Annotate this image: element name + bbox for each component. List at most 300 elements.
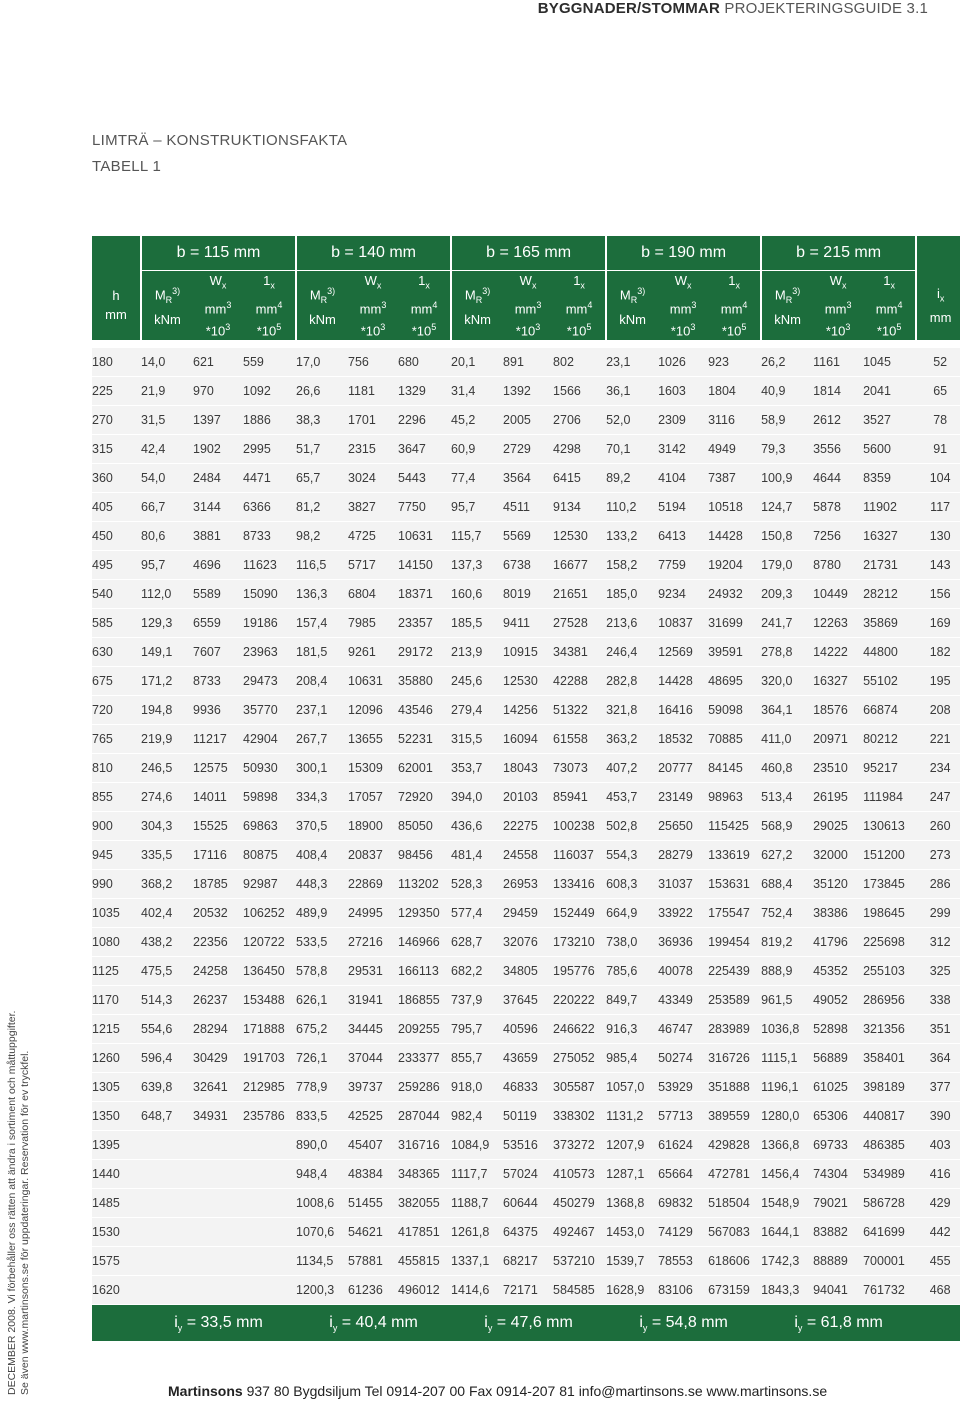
table-cell: 8019 <box>503 580 553 609</box>
table-cell: 18576 <box>813 696 863 725</box>
table-cell: 4104 <box>658 464 708 493</box>
table-cell: 688,4 <box>761 870 813 899</box>
table-cell: 990 <box>92 870 141 899</box>
column-symbol <box>708 271 760 296</box>
table-cell: 3116 <box>708 406 761 435</box>
table-cell: 468 <box>916 1276 960 1305</box>
scale-text: *10 <box>411 323 432 339</box>
scale-text: *10 <box>515 323 536 339</box>
iy-symbol: i <box>639 1313 643 1331</box>
table-cell: 246622 <box>553 1015 606 1044</box>
table-cell: 726,1 <box>296 1044 348 1073</box>
column-header-wx <box>503 271 553 341</box>
scale-text: *10 <box>825 323 846 339</box>
table-cell: 3144 <box>193 493 243 522</box>
table-cell: 36,1 <box>606 377 658 406</box>
table-cell: 39591 <box>708 638 761 667</box>
iy-value <box>141 1305 296 1342</box>
table-cell: 173845 <box>863 870 916 899</box>
table-cell: 60644 <box>503 1189 553 1218</box>
table-row <box>92 493 960 522</box>
symbol-note: 3) <box>792 286 801 297</box>
table-cell: 1057,0 <box>606 1073 658 1102</box>
table-cell: 394,0 <box>451 783 503 812</box>
table-cell: 110,2 <box>606 493 658 522</box>
iy-value <box>606 1305 761 1342</box>
iy-subscript: y <box>332 1322 338 1333</box>
table-cell: 1548,9 <box>761 1189 813 1218</box>
table-cell: 720 <box>92 696 141 725</box>
table-cell: 1350 <box>92 1102 141 1131</box>
table-row <box>92 551 960 580</box>
table-cell: 10449 <box>813 580 863 609</box>
table-cell: 578,8 <box>296 957 348 986</box>
table-cell: 65306 <box>813 1102 863 1131</box>
table-cell: 35770 <box>243 696 296 725</box>
table-cell: 335,5 <box>141 841 193 870</box>
table-cell: 785,6 <box>606 957 658 986</box>
table-cell: 460,8 <box>761 754 813 783</box>
table-cell: 1804 <box>708 377 761 406</box>
table-cell: 22869 <box>348 870 398 899</box>
scale-power: 5 <box>896 321 902 332</box>
table-cell: 584585 <box>553 1276 606 1305</box>
table-row <box>92 377 960 406</box>
table-cell: 246,5 <box>141 754 193 783</box>
table-cell: 255103 <box>863 957 916 986</box>
table-cell: 1886 <box>243 406 296 435</box>
table-cell: 43546 <box>398 696 451 725</box>
table-cell: 982,4 <box>451 1102 503 1131</box>
table-row <box>92 464 960 493</box>
unit-text: mm <box>565 300 588 316</box>
table-cell: 1701 <box>348 406 398 435</box>
table-cell: 627,2 <box>761 841 813 870</box>
table-cell: 17116 <box>193 841 243 870</box>
table-cell: 348365 <box>398 1160 451 1189</box>
table-cell: 40596 <box>503 1015 553 1044</box>
table-cell: 42288 <box>553 667 606 696</box>
table-cell: 756 <box>348 348 398 377</box>
table-cell: 7985 <box>348 609 398 638</box>
table-cell: 6366 <box>243 493 296 522</box>
column-header-wx <box>658 271 708 341</box>
table-cell: 64375 <box>503 1218 553 1247</box>
table-cell: 533,5 <box>296 928 348 957</box>
table-cell: 26195 <box>813 783 863 812</box>
table-cell: 61558 <box>553 725 606 754</box>
table-cell: 1395 <box>92 1131 141 1160</box>
table-cell: 429828 <box>708 1131 761 1160</box>
table-cell: 26,2 <box>761 348 813 377</box>
table-cell: 23963 <box>243 638 296 667</box>
table-cell: 16094 <box>503 725 553 754</box>
table-cell: 33922 <box>658 899 708 928</box>
table-cell: 32641 <box>193 1073 243 1102</box>
table-cell: 92987 <box>243 870 296 899</box>
iy-footer-row <box>92 1305 960 1342</box>
table-cell: 235786 <box>243 1102 296 1131</box>
table-cell: 10915 <box>503 638 553 667</box>
table-cell: 5717 <box>348 551 398 580</box>
symbol-subscript: x <box>376 280 382 291</box>
table-cell: 49052 <box>813 986 863 1015</box>
column-unit <box>863 296 915 318</box>
table-cell: 382055 <box>398 1189 451 1218</box>
table-cell: 68217 <box>503 1247 553 1276</box>
footer-email-link[interactable]: info@martinsons.se <box>578 1383 703 1399</box>
table-cell <box>193 1276 243 1305</box>
table-cell: 57881 <box>348 1247 398 1276</box>
table-row <box>92 406 960 435</box>
side-disclaimer <box>6 695 32 1395</box>
symbol-subscript: x <box>221 280 227 291</box>
table-cell: 2484 <box>193 464 243 493</box>
column-header-wx <box>348 271 398 341</box>
column-header-ix <box>243 271 296 341</box>
column-header-mr <box>141 271 193 341</box>
group-header-row <box>92 236 960 271</box>
table-cell: 17057 <box>348 783 398 812</box>
unit-text: mm <box>204 300 227 316</box>
table-cell: 29473 <box>243 667 296 696</box>
symbol-subscript: x <box>270 280 275 291</box>
table-cell: 61025 <box>813 1073 863 1102</box>
table-row <box>92 609 960 638</box>
table-cell: 4696 <box>193 551 243 580</box>
table-cell: 56889 <box>813 1044 863 1073</box>
table-row <box>92 348 960 377</box>
column-scale <box>553 318 605 340</box>
table-cell: 411,0 <box>761 725 813 754</box>
table-cell: 181,5 <box>296 638 348 667</box>
table-cell: 621 <box>193 348 243 377</box>
table-cell: 1260 <box>92 1044 141 1073</box>
table-cell: 130613 <box>863 812 916 841</box>
table-row <box>92 1276 960 1305</box>
table-row <box>92 1131 960 1160</box>
unit-text: mm <box>824 300 847 316</box>
column-symbol <box>297 282 348 310</box>
table-cell: 80875 <box>243 841 296 870</box>
table-cell: 6559 <box>193 609 243 638</box>
unit-power: 4 <box>432 299 438 310</box>
symbol-note: 3) <box>482 286 491 297</box>
table-cell: 1814 <box>813 377 863 406</box>
column-scale <box>863 318 915 340</box>
column-unit: kNm <box>464 312 491 328</box>
table-cell: 175547 <box>708 899 761 928</box>
table-cell: 149,1 <box>141 638 193 667</box>
table-cell: 52898 <box>813 1015 863 1044</box>
table-cell: 351888 <box>708 1073 761 1102</box>
table-cell: 455 <box>916 1247 960 1276</box>
symbol-letter: 1 <box>728 273 736 288</box>
table-cell <box>141 1276 193 1305</box>
table-cell: 34381 <box>553 638 606 667</box>
table-cell: 472781 <box>708 1160 761 1189</box>
table-cell: 518504 <box>708 1189 761 1218</box>
column-unit <box>708 296 760 318</box>
table-cell: 36936 <box>658 928 708 957</box>
table-cell: 24932 <box>708 580 761 609</box>
table-cell: 133,2 <box>606 522 658 551</box>
table-cell: 1453,0 <box>606 1218 658 1247</box>
column-unit <box>348 296 398 318</box>
table-cell: 495 <box>92 551 141 580</box>
table-cell: 89,2 <box>606 464 658 493</box>
table-cell: 20103 <box>503 783 553 812</box>
table-cell: 95,7 <box>141 551 193 580</box>
table-cell: 363,2 <box>606 725 658 754</box>
table-cell: 1287,1 <box>606 1160 658 1189</box>
table-cell: 69832 <box>658 1189 708 1218</box>
table-cell: 3024 <box>348 464 398 493</box>
table-cell: 795,7 <box>451 1015 503 1044</box>
scale-text: *10 <box>876 323 897 339</box>
iy-subscript: y <box>797 1322 803 1333</box>
table-cell: 398189 <box>863 1073 916 1102</box>
table-cell: 364 <box>916 1044 960 1073</box>
table-cell: 513,4 <box>761 783 813 812</box>
scale-text: *10 <box>566 323 587 339</box>
table-cell: 450 <box>92 522 141 551</box>
table-row <box>92 1189 960 1218</box>
table-cell: 219,9 <box>141 725 193 754</box>
table-cell: 1200,3 <box>296 1276 348 1305</box>
table-cell: 247 <box>916 783 960 812</box>
iy-text: = 47,6 mm <box>492 1313 573 1331</box>
table-cell: 270 <box>92 406 141 435</box>
table-cell: 14150 <box>398 551 451 580</box>
symbol-letter: 1 <box>573 273 581 288</box>
table-cell: 115,7 <box>451 522 503 551</box>
symbol-subscript: R <box>630 295 638 306</box>
footer-web-link[interactable]: www.martinsons.se <box>706 1383 828 1399</box>
scale-power: 3 <box>225 321 231 332</box>
table-cell: 208 <box>916 696 960 725</box>
table-cell: 7759 <box>658 551 708 580</box>
table-cell: 195 <box>916 667 960 696</box>
table-cell: 136,3 <box>296 580 348 609</box>
table-cell: 169 <box>916 609 960 638</box>
table-cell: 8359 <box>863 464 916 493</box>
table-cell: 4725 <box>348 522 398 551</box>
table-cell: 35880 <box>398 667 451 696</box>
table-cell: 12530 <box>553 522 606 551</box>
table-cell: 286 <box>916 870 960 899</box>
table-row <box>92 1015 960 1044</box>
table-cell: 700001 <box>863 1247 916 1276</box>
column-symbol <box>193 271 243 296</box>
table-cell: 475,5 <box>141 957 193 986</box>
table-cell: 1035 <box>92 899 141 928</box>
symbol-letter: W <box>829 273 842 288</box>
group-header: b = 165 mm <box>451 236 606 271</box>
table-cell: 65664 <box>658 1160 708 1189</box>
table-cell: 5569 <box>503 522 553 551</box>
table-cell: 567083 <box>708 1218 761 1247</box>
title-line-1: LIMTRÄ – KONSTRUKTIONSFAKTA <box>92 132 348 149</box>
table-row <box>92 812 960 841</box>
table-cell: 440817 <box>863 1102 916 1131</box>
symbol-letter: h <box>112 288 120 304</box>
scale-power: 3 <box>535 321 541 332</box>
table-cell: 51455 <box>348 1189 398 1218</box>
table-cell: 761732 <box>863 1276 916 1305</box>
table-cell: 1843,3 <box>761 1276 813 1305</box>
group-header: b = 115 mm <box>141 236 296 271</box>
table-row <box>92 638 960 667</box>
symbol-letter: 1 <box>883 273 891 288</box>
table-cell: 351 <box>916 1015 960 1044</box>
table-cell: 29172 <box>398 638 451 667</box>
column-unit <box>553 296 605 318</box>
scale-power: 3 <box>380 321 386 332</box>
footer-phone: Tel 0914-207 00 <box>364 1383 466 1399</box>
column-scale <box>813 318 863 340</box>
table-cell: 1566 <box>553 377 606 406</box>
table-cell: 94041 <box>813 1276 863 1305</box>
table-cell: 42525 <box>348 1102 398 1131</box>
column-symbol <box>553 271 605 296</box>
table-cell: 1628,9 <box>606 1276 658 1305</box>
table-cell: 2296 <box>398 406 451 435</box>
table-cell: 43349 <box>658 986 708 1015</box>
table-cell: 5600 <box>863 435 916 464</box>
table-cell: 23510 <box>813 754 863 783</box>
table-cell: 45352 <box>813 957 863 986</box>
table-cell: 585 <box>92 609 141 638</box>
table-cell: 540 <box>92 580 141 609</box>
table-cell: 28294 <box>193 1015 243 1044</box>
table-cell: 338302 <box>553 1102 606 1131</box>
table-row <box>92 1218 960 1247</box>
table-cell: 116,5 <box>296 551 348 580</box>
symbol-letter: W <box>364 273 377 288</box>
table-cell: 442 <box>916 1218 960 1247</box>
table-cell: 1644,1 <box>761 1218 813 1247</box>
table-cell: 52 <box>916 348 960 377</box>
table-cell: 10518 <box>708 493 761 522</box>
scale-text: *10 <box>721 323 742 339</box>
table-cell: 19204 <box>708 551 761 580</box>
table-cell: 315 <box>92 435 141 464</box>
table-cell: 194,8 <box>141 696 193 725</box>
table-cell: 1305 <box>92 1073 141 1102</box>
group-header: b = 140 mm <box>296 236 451 271</box>
unit-power: 3 <box>381 299 387 310</box>
column-symbol <box>863 271 915 296</box>
column-symbol <box>452 282 503 310</box>
column-header-row <box>92 271 960 341</box>
table-cell: 26,6 <box>296 377 348 406</box>
column-header-mr <box>761 271 813 341</box>
unit-power: 3 <box>691 299 697 310</box>
table-cell: 338 <box>916 986 960 1015</box>
table-cell: 267,7 <box>296 725 348 754</box>
table-cell: 405 <box>92 493 141 522</box>
table-row <box>92 1102 960 1131</box>
table-cell: 146966 <box>398 928 451 957</box>
table-cell: 209255 <box>398 1015 451 1044</box>
table-cell: 626,1 <box>296 986 348 1015</box>
table-cell: 20532 <box>193 899 243 928</box>
table-row <box>92 957 960 986</box>
table-cell: 1045 <box>863 348 916 377</box>
table-cell: 81,2 <box>296 493 348 522</box>
table-cell: 833,5 <box>296 1102 348 1131</box>
table-cell: 53929 <box>658 1073 708 1102</box>
iy-subscript: y <box>177 1322 183 1333</box>
symbol-subscript: x <box>425 280 430 291</box>
scale-power: 5 <box>276 321 282 332</box>
table-cell: 115425 <box>708 812 761 841</box>
page-footer <box>168 1383 827 1399</box>
column-symbol <box>398 271 450 296</box>
table-cell: 320,0 <box>761 667 813 696</box>
table-cell: 171888 <box>243 1015 296 1044</box>
table-cell: 43659 <box>503 1044 553 1073</box>
table-cell: 129,3 <box>141 609 193 638</box>
table-cell: 5878 <box>813 493 863 522</box>
scale-power: 5 <box>741 321 747 332</box>
table-cell: 31,5 <box>141 406 193 435</box>
table-cell: 241,7 <box>761 609 813 638</box>
scale-text: *10 <box>360 323 381 339</box>
table-cell: 970 <box>193 377 243 406</box>
table-cell: 282,8 <box>606 667 658 696</box>
iy-text: = 61,8 mm <box>802 1313 883 1331</box>
scale-text: *10 <box>670 323 691 339</box>
table-cell: 1196,1 <box>761 1073 813 1102</box>
column-header-ix-radius <box>916 271 960 341</box>
table-cell: 10837 <box>658 609 708 638</box>
table-cell: 16416 <box>658 696 708 725</box>
table-row <box>92 986 960 1015</box>
unit-text: mm <box>720 300 743 316</box>
table-cell: 185,5 <box>451 609 503 638</box>
column-symbol <box>607 282 658 310</box>
table-cell: 6415 <box>553 464 606 493</box>
table-cell: 42904 <box>243 725 296 754</box>
header-guide: PROJEKTERINGSGUIDE 3.1 <box>724 0 928 17</box>
table-cell: 321356 <box>863 1015 916 1044</box>
table-cell: 24995 <box>348 899 398 928</box>
column-scale <box>193 318 243 340</box>
table-cell: 15309 <box>348 754 398 783</box>
table-cell: 50274 <box>658 1044 708 1073</box>
table-cell: 54,0 <box>141 464 193 493</box>
footer-brand: Martinsons <box>168 1383 243 1399</box>
iy-value <box>296 1305 451 1342</box>
table-cell: 31,4 <box>451 377 503 406</box>
column-unit <box>813 296 863 318</box>
table-cell: 95217 <box>863 754 916 783</box>
table-cell: 528,3 <box>451 870 503 899</box>
table-cell <box>243 1160 296 1189</box>
table-cell: 58,9 <box>761 406 813 435</box>
column-symbol <box>503 271 553 296</box>
column-unit: kNm <box>774 312 801 328</box>
column-symbol <box>813 271 863 296</box>
table-cell: 304,3 <box>141 812 193 841</box>
table-cell: 675 <box>92 667 141 696</box>
table-cell <box>243 1276 296 1305</box>
table-cell: 537210 <box>553 1247 606 1276</box>
table-cell: 1456,4 <box>761 1160 813 1189</box>
table-cell: 31699 <box>708 609 761 638</box>
